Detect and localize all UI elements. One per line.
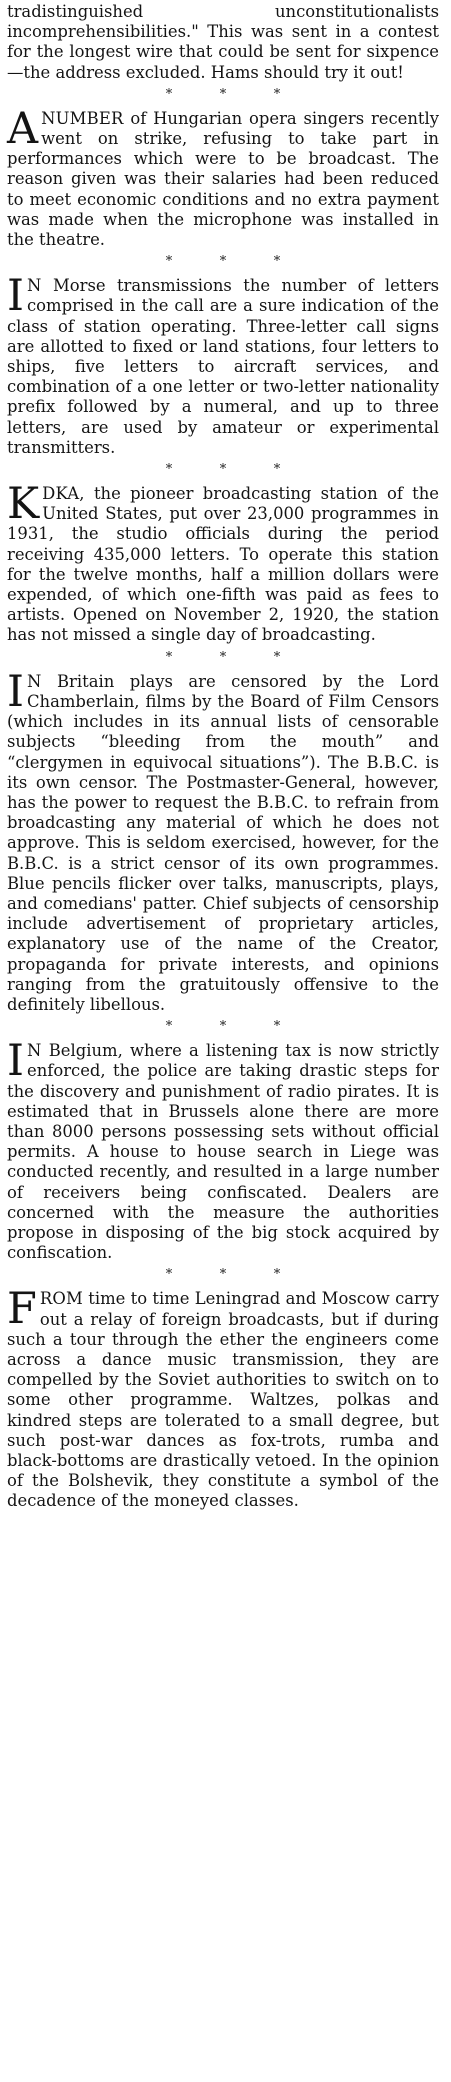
separator-star: * bbox=[165, 86, 173, 102]
paragraph-body: Belgium, where a listening tax is now strictly enforced, the police are taking drastic steps for the discovery and punishment of radio pirates. It is estimated that in Brussels alone there are more than 8000 persons possessing sets without official permits. A house to house search in Liege was conducted recently, and resulted in a large number of receivers being confiscated. Dealers are concerned with the measure the authorities propose in disposing of the big stock acquired by confiscation. bbox=[7, 1041, 439, 1263]
separator-star: * bbox=[273, 1019, 281, 1035]
drop-cap: I bbox=[7, 666, 24, 717]
paragraph-body: the pioneer broadcasting station of the United States, put over 23,000 programmes in 1931, the studio officials during the period receiving 435,000 letters. To operate this station for the twelve months, half a million dollars were expended, of which one-fifth was paid as fees to artists. Opened on November 2, 1920, the station has not missed a single day of broadcasting. bbox=[7, 484, 439, 645]
lead-word: DKA, bbox=[42, 484, 85, 504]
paragraph-body: Morse transmissions the number of letters comprised in the call are a sure indication of the class of station operating. Three-letter call signs are allotted to fixed or land stations, four letters to ships, five letters to aircraft services, and combination of a one letter or two-letter nationality prefix followed by a numeral, and up to three letters, are used by amateur or experimental transmitters. bbox=[7, 276, 439, 457]
section-separator bbox=[7, 86, 439, 103]
separator-star: * bbox=[219, 649, 227, 665]
paragraph-britain-censors bbox=[7, 666, 439, 1015]
drop-cap: I bbox=[7, 1036, 24, 1087]
separator-star: * bbox=[219, 1267, 227, 1283]
paragraph-body: of Hungarian opera singers recently went on strike, refusing to take part in performances which were to be broadcast. The reason given was their salaries had been reduced to meet economic conditions and no extra payment was made when the microphone was installed in the theatre. bbox=[7, 108, 439, 250]
separator-star: * bbox=[165, 462, 173, 478]
separator-star: * bbox=[273, 254, 281, 270]
separator-star: * bbox=[219, 254, 227, 270]
section-separator bbox=[7, 1018, 439, 1035]
separator-star: * bbox=[165, 1019, 173, 1035]
paragraph-belgium-pirates bbox=[7, 1036, 439, 1263]
lead-word: NUMBER bbox=[41, 108, 124, 128]
paragraph-hungarian-singers bbox=[7, 103, 439, 250]
drop-cap: I bbox=[7, 271, 24, 322]
paragraph-body: time to time Leningrad and Moscow carry out a relay of foreign broadcasts, but if during such a tour through the ether the engineers come across a dance music transmission, they are compelled by the Soviet authorities to switch on to some other programme. Waltzes, polkas and kindred steps are tolerated to a small degree, but such post-war dances as fox-trots, rumba and black-bottoms are drastically vetoed. In the opinion of the Bolshevik, they constitute a symbol of the decadence of the moneyed classes. bbox=[7, 1289, 439, 1511]
news-column bbox=[7, 2, 439, 1512]
separator-star: * bbox=[165, 1267, 173, 1283]
separator-star: * bbox=[219, 86, 227, 102]
paragraph-kdka bbox=[7, 479, 439, 646]
lead-word: N bbox=[27, 671, 42, 691]
separator-star: * bbox=[219, 1019, 227, 1035]
separator-star: * bbox=[273, 1267, 281, 1283]
separator-star: * bbox=[273, 462, 281, 478]
drop-cap: F bbox=[7, 1284, 37, 1335]
paragraph-body: Britain plays are censored by the Lord Chamberlain, films by the Board of Film Censors (which includes in its annual lists of censorable subjects “bleeding from the mouth” and “clergymen in equivocal situations”). The B.B.C. is its own censor. The Postmaster-General, however, has the power to request the B.B.C. to refrain from broadcasting any material of which he does not approve. This is seldom exercised, however, for the B.B.C. is a strict censor of its own programmes. Blue pencils flicker over talks, manuscripts, plays, and comedians' patter. Chief subjects of censorship include advertisement of proprietary articles, explanatory use of the name of the Creator, propaganda for private interests, and opinions ranging from the gratuitously offensive to the definitely libellous. bbox=[7, 671, 439, 1014]
section-separator bbox=[7, 461, 439, 478]
drop-cap: A bbox=[7, 103, 39, 154]
section-separator bbox=[7, 649, 439, 666]
drop-cap: K bbox=[7, 479, 40, 530]
separator-star: * bbox=[165, 649, 173, 665]
paragraph-morse-call-signs bbox=[7, 271, 439, 458]
separator-star: * bbox=[219, 462, 227, 478]
separator-star: * bbox=[165, 254, 173, 270]
paragraph-soviet-dance-music bbox=[7, 1284, 439, 1511]
lead-word: N bbox=[27, 276, 42, 296]
separator-star: * bbox=[273, 649, 281, 665]
lead-word: ROM bbox=[39, 1289, 84, 1309]
lead-word: N bbox=[27, 1041, 42, 1061]
section-separator bbox=[7, 253, 439, 270]
separator-star: * bbox=[273, 86, 281, 102]
intro-paragraph: tradistinguished unconstitutionalists incomprehensibilities." This was sent in a contest for the longest wire that could be sent for sixpence—the address excluded. Hams should try it out! bbox=[7, 2, 439, 82]
section-separator bbox=[7, 1266, 439, 1283]
